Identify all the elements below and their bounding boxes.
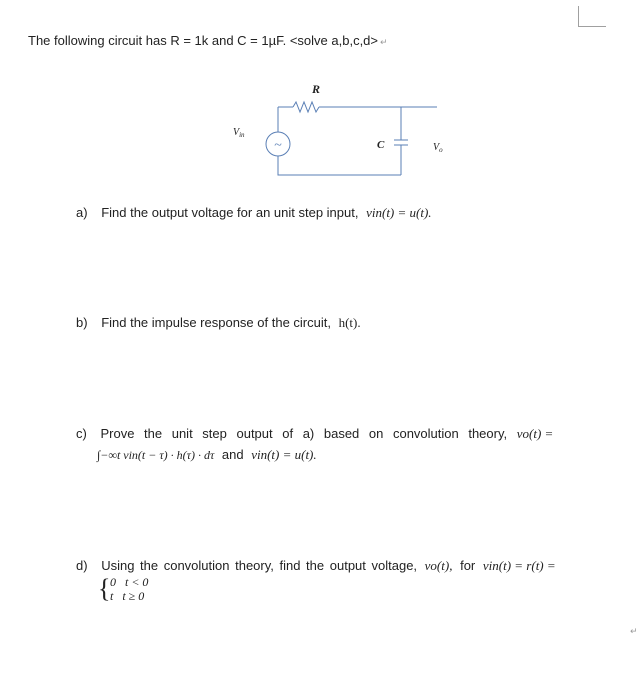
vin-label: $V_{in}$: [233, 127, 245, 139]
resistor-symbol: [293, 102, 319, 112]
question-d-text: Using the convolution theory, find the output voltage,: [101, 558, 418, 573]
rc-circuit-diagram: [225, 78, 445, 180]
question-d-equation-1: vo(t),: [424, 558, 453, 573]
question-b-equation: h(t).: [338, 315, 361, 330]
capacitor-label: C: [377, 139, 385, 151]
question-b: [76, 315, 361, 331]
question-c-equation-2: ∫−∞t vin(t − τ) · h(τ) · dτ: [97, 448, 215, 462]
question-c-text: Prove the unit step output of a) based on convolution theory,: [100, 426, 508, 441]
resistor-label: R: [311, 82, 321, 96]
question-a-label: a): [76, 205, 88, 220]
question-d-label: d): [76, 558, 88, 573]
question-c-equation-3: vin(t) = u(t).: [251, 447, 317, 462]
question-d-equation-2: vin(t) = r(t) =: [482, 558, 556, 573]
question-d-case-2: t t ≥ 0: [110, 589, 145, 603]
question-b-label: b): [76, 315, 88, 330]
page-corner-mark: [578, 6, 606, 27]
question-b-text: Find the impulse response of the circuit,: [101, 315, 331, 330]
paragraph-mark: ↵: [380, 37, 388, 47]
end-paragraph-mark: ↵: [630, 626, 638, 636]
question-c-label: c): [76, 426, 87, 441]
question-a-equation: vin(t) = u(t).: [366, 205, 432, 220]
question-c: [76, 426, 553, 442]
question-c-line-2: [97, 447, 317, 463]
question-a-text: Find the output voltage for an unit step input,: [101, 205, 359, 220]
question-d-brace: {: [98, 574, 111, 603]
vo-label: $V_o$: [433, 142, 443, 154]
question-d: [76, 558, 556, 574]
question-a: [76, 205, 432, 221]
intro-text: The following circuit has R = 1k and C = 1µF. <solve a,b,c,d>: [28, 33, 379, 48]
question-c-and: and: [221, 447, 244, 462]
question-d-for: for: [460, 558, 476, 573]
ac-source-symbol: ~: [274, 138, 282, 153]
question-d-case-1: 0 t < 0: [110, 575, 149, 589]
question-c-equation-1: vo(t) =: [516, 426, 554, 441]
intro-paragraph: [28, 33, 388, 48]
